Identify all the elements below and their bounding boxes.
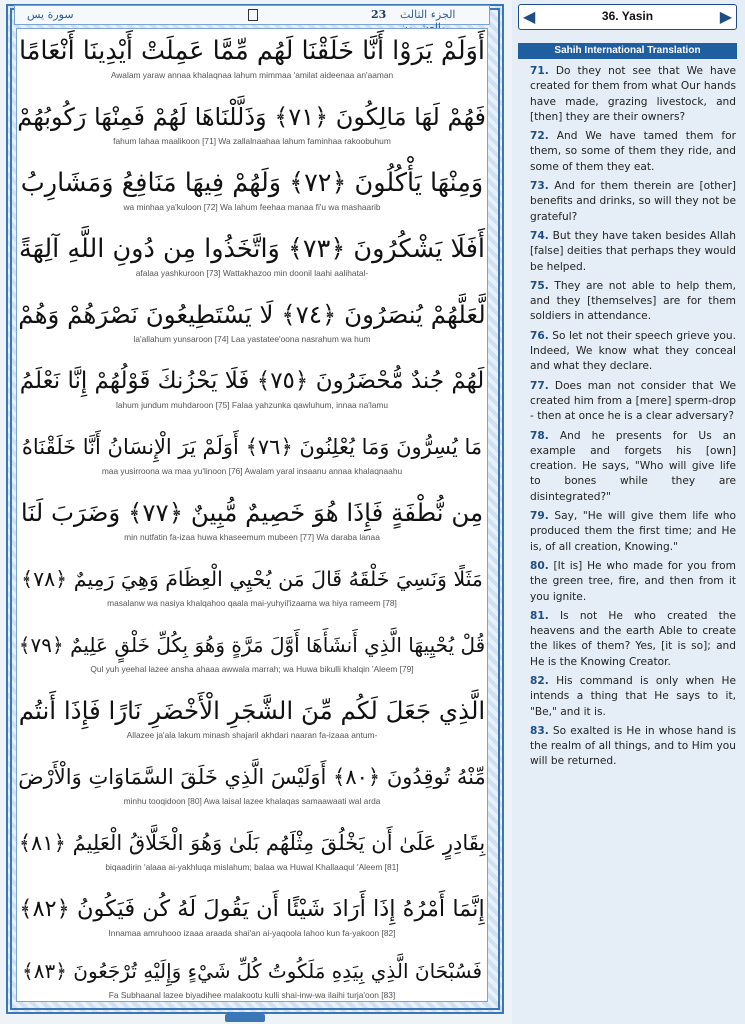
verse-number: 77. xyxy=(530,379,549,392)
verse-list xyxy=(530,64,736,774)
verse-translation xyxy=(530,229,736,275)
verse-text: So let not their speech grieve you. Indeed, We know what they conceal and what they declare. xyxy=(530,329,736,373)
surah-title: 36. Yasin xyxy=(601,9,654,23)
transliteration-text: Fa Subhaanal lazee biyadihee malakootu kulli shai-inw-wa ilaihi turja'oon [83] xyxy=(108,990,396,1000)
verse-translation xyxy=(530,609,736,670)
verse-text: And We have tamed them for them, so some of them they ride, and some of them they eat. xyxy=(530,130,736,173)
transliteration-text: Allazee ja'ala lakum minash shajaril akhdari naaran fa-izaaa antum- xyxy=(126,730,378,740)
verse-text: His command is only when He intends a thing that He says to it, "Be," and it is. xyxy=(530,674,736,718)
arabic-text: إِنَّمَا أَمْرُهُ إِذَا أَرَادَ شَيْئًا أَن يَقُولَ لَهُ كُن فَيَكُونُ ﴿٨٢﴾ xyxy=(19,896,485,922)
transliteration-text: wa minhaa ya'kuloon [72] Wa lahum feehaa manaa fi'u wa mashaarib xyxy=(123,202,381,212)
verse-text: So exalted is He in whose hand is the realm of all things, and to Him you will be returned. xyxy=(530,724,736,768)
transliteration-text: maa yusirroona wa maa yu'linoon [76] Awalam yaral insaanu annaa khalaqnaahu xyxy=(101,466,403,476)
transliteration-text: afalaa yashkuroon [73] Wattakhazoo min doonil laahi aalihatal- xyxy=(135,268,369,278)
transliteration-text: Innamaa amruhooo izaaa araada shai'an ai-yaqoola lahoo kun fa-yakoon [82] xyxy=(108,928,396,938)
page-marker-icon xyxy=(248,9,258,21)
verse-translation xyxy=(530,179,736,225)
verse-translation xyxy=(530,329,736,375)
verse-number: 76. xyxy=(530,329,549,342)
arabic-text: مِن نُّطْفَةٍ فَإِذَا هُوَ خَصِيمٌ مُّبِينٌ ﴿٧٧﴾ وَضَرَبَ لَنَا xyxy=(20,498,484,527)
previous-surah-arrow-icon[interactable]: ◀ xyxy=(523,7,536,26)
verse-text: Do they not see that We have created for them from what Our hands have made, grazing livestock, and [then] they are their owners? xyxy=(530,65,737,123)
transliteration-text: lahum jundum muhdaroon [75] Falaa yahzunka qawluhum, innaa na'lamu xyxy=(115,400,389,410)
verse-translation xyxy=(530,559,736,605)
arabic-text: بِقَادِرٍ عَلَىٰ أَن يَخْلُقَ مِثْلَهُم بَلَىٰ وَهُوَ الْخَلَّاقُ الْعَلِيمُ ﴿٨١﴾ xyxy=(18,831,486,855)
verse-text: Say, "He will give them life who produced them the first time; and He is, of all creation, Knowing." xyxy=(530,510,736,553)
transliteration-text: fahum lahaa maalikoon [71] Wa zallalnaahaa lahum faminhaa rakoobuhum xyxy=(113,136,391,146)
verse-translation xyxy=(530,379,736,425)
page-header xyxy=(14,5,490,25)
verse-translation xyxy=(530,724,736,770)
arabic-text: وَمِنْهَا يَأْكُلُونَ ﴿٧٢﴾ وَلَهُمْ فِيهَا مَنَافِعُ وَمَشَارِبُ xyxy=(20,168,484,198)
verse-translation xyxy=(530,674,736,720)
translation-name-header: Sahih International Translation xyxy=(518,43,737,59)
verse-text: And he presents for Us an example and forgets his [own] creation. He says, "Who will give life to bones while they are disintegrated?" xyxy=(530,429,736,503)
verse-text: Does man not consider that We created him from a [mere] sperm-drop - then at once he is a clear adversary? xyxy=(530,379,736,423)
verse-translation xyxy=(530,129,736,175)
transliteration-text: min nutfatin fa-izaa huwa khaseemum mubeen [77] Wa daraba lanaa xyxy=(124,532,380,542)
surah-name-label: سورة يس xyxy=(27,8,74,21)
verse-number: 79. xyxy=(530,510,549,523)
arabic-text: فَهُمْ لَهَا مَالِكُونَ ﴿٧١﴾ وَذَلَّلْنَاهَا لَهُمْ فَمِنْهَا رَكُوبُهُمْ xyxy=(17,103,486,131)
transliteration-text: minhu tooqidoon [80] Awa laisal lazee khalaqas samaawaati wal arda xyxy=(123,796,381,806)
next-surah-arrow-icon[interactable]: ▶ xyxy=(719,7,732,26)
arabic-text: مِّنْهُ تُوقِدُونَ ﴿٨٠﴾ أَوَلَيْسَ الَّذِي خَلَقَ السَّمَاوَاتِ وَالْأَرْضَ xyxy=(18,765,486,789)
juz-name-label: الجزء الثالث xyxy=(400,8,456,21)
transliteration-text: Awalam yaraw annaa khalaqnaa lahum mimmaa 'amilat aideenaa an'aaman xyxy=(110,70,394,80)
arabic-text: أَفَلَا يَشْكُرُونَ ﴿٧٣﴾ وَاتَّخَذُوا مِن دُونِ اللَّهِ آلِهَةً xyxy=(18,234,486,264)
arabic-text: فَسُبْحَانَ الَّذِي بِيَدِهِ مَلَكُوتُ كُلِّ شَيْءٍ وَإِلَيْهِ تُرْجَعُونَ ﴿٨٣﴾ xyxy=(21,959,483,983)
verse-number: 78. xyxy=(530,429,549,442)
verse-number: 82. xyxy=(530,674,549,687)
verse-number: 75. xyxy=(530,279,549,292)
verse-text: Is not He who created the heavens and the earth Able to create the likes of them? Yes, [it is so]; and He is the Knowing Creator. xyxy=(530,609,736,668)
page-footer-tab xyxy=(225,1014,265,1022)
verse-number: 81. xyxy=(530,609,549,622)
transliteration-text: biqaadirin 'alaaa ai-yakhluqa mislahum; balaa wa Huwal Khallaaqul 'Aleem [81] xyxy=(105,862,399,872)
verse-text: [It is] He who made for you from the green tree, fire, and then from it you ignite. xyxy=(530,559,736,603)
arabic-text: مَثَلًا وَنَسِيَ خَلْقَهُ قَالَ مَن يُحْيِي الْعِظَامَ وَهِيَ رَمِيمٌ ﴿٧٨﴾ xyxy=(21,567,483,591)
arabic-text: الَّذِي جَعَلَ لَكُم مِّنَ الشَّجَرِ الْأَخْضَرِ نَارًا فَإِذَا أَنتُم xyxy=(18,696,486,725)
verse-translation xyxy=(530,64,736,125)
verse-number: 80. xyxy=(530,559,549,572)
verse-text: They are not able to help them, and they [themselves] are for them soldiers in attendance. xyxy=(530,279,736,323)
juz-number: 23 xyxy=(371,8,387,21)
surah-navigation-bar xyxy=(518,4,737,30)
verse-translation xyxy=(530,279,736,325)
translation-panel xyxy=(512,0,745,1024)
verse-number: 74. xyxy=(530,229,549,242)
verse-text: But they have taken besides Allah [false] deities that perhaps they would be helped. xyxy=(530,229,737,273)
verse-number: 73. xyxy=(530,180,549,193)
arabic-text: قُلْ يُحْيِيهَا الَّذِي أَنشَأَهَا أَوَّلَ مَرَّةٍ وَهُوَ بِكُلِّ خَلْقٍ عَلِيمٌ ﴿٧٩﴾ xyxy=(18,633,486,657)
verse-number: 72. xyxy=(530,130,549,143)
verse-translation xyxy=(530,509,736,555)
arabic-text: مَا يُسِرُّونَ وَمَا يُعْلِنُونَ ﴿٧٦﴾ أَوَلَمْ يَرَ الْإِنسَانُ أَنَّا خَلَقْنَاهُ xyxy=(21,435,483,459)
arabic-text: أَوَلَمْ يَرَوْا أَنَّا خَلَقْنَا لَهُم مِّمَّا عَمِلَتْ أَيْدِينَا أَنْعَامًا xyxy=(19,36,485,66)
verse-number: 83. xyxy=(530,724,549,737)
verse-number: 71. xyxy=(530,65,549,77)
arabic-text: لَّعَلَّهُمْ يُنصَرُونَ ﴿٧٤﴾ لَا يَسْتَطِيعُونَ نَصْرَهُمْ وَهُمْ xyxy=(18,300,486,329)
transliteration-text: la'allahum yunsaroon [74] Laa yastatee'oona nasrahum wa hum xyxy=(133,334,371,344)
arabic-text: لَهُمْ جُندٌ مُّحْضَرُونَ ﴿٧٥﴾ فَلَا يَحْزُنكَ قَوْلُهُمْ إِنَّا نَعْلَمُ xyxy=(19,368,485,394)
transliteration-text: masalanw wa nasiya khalqahoo qaala mai-yuhyil'izaama wa hiya rameem [78] xyxy=(107,598,397,608)
verse-translation xyxy=(530,429,736,505)
transliteration-text: Qul yuh yeehal lazee ansha ahaaa awwala marrah; wa Huwa bikulli khalqin 'Aleem [79] xyxy=(90,664,414,674)
verse-text: And for them therein are [other] benefits and drinks, so will they not be grateful? xyxy=(530,180,736,223)
